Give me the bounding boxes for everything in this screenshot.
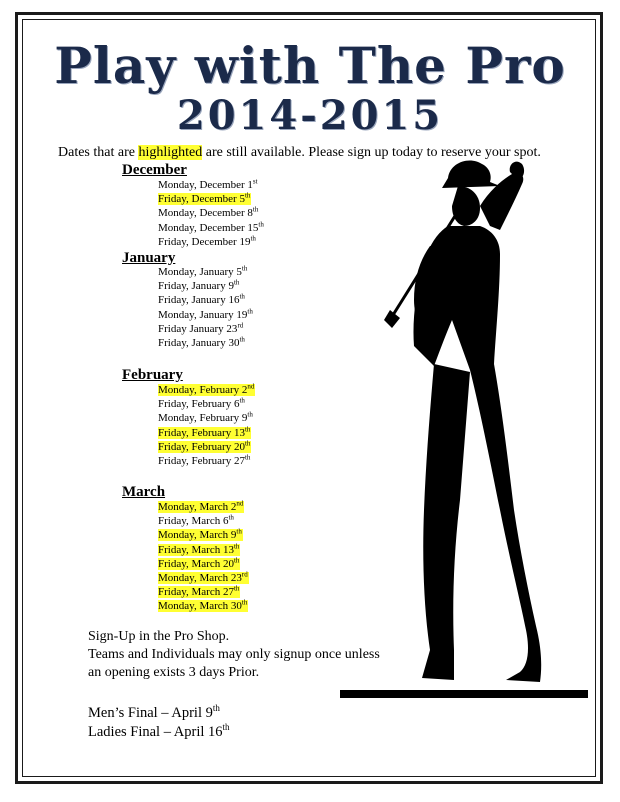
intro-before: Dates that are bbox=[58, 145, 139, 160]
date-ordinal: th bbox=[233, 556, 240, 565]
booked-date bbox=[158, 397, 255, 411]
date-ordinal: th bbox=[233, 584, 240, 593]
booked-date bbox=[158, 293, 254, 307]
date-label: Friday, March 6th bbox=[158, 513, 234, 528]
booked-date bbox=[158, 514, 249, 528]
signup-note-line: Teams and Individuals may only signup once unless bbox=[88, 647, 380, 662]
date-ordinal: rd bbox=[241, 570, 248, 579]
date-label: Monday, February 9th bbox=[158, 410, 253, 425]
date-label: Friday, January 30th bbox=[158, 335, 245, 349]
available-date bbox=[158, 571, 249, 585]
golfer-silhouette-icon bbox=[330, 150, 590, 705]
booked-date bbox=[158, 336, 254, 350]
date-label: Friday, February 6th bbox=[158, 396, 245, 411]
date-ordinal: th bbox=[228, 513, 234, 522]
leg-left-shape bbox=[422, 364, 470, 680]
booked-date bbox=[158, 454, 255, 468]
date-ordinal: th bbox=[258, 219, 264, 228]
ground-line bbox=[340, 690, 588, 698]
month-heading-february: February bbox=[122, 367, 183, 383]
date-ordinal: th bbox=[241, 598, 248, 607]
date-list-january bbox=[158, 265, 254, 350]
available-date bbox=[158, 557, 249, 571]
date-label: Friday, March 27th bbox=[158, 584, 240, 599]
date-label: Monday, December 1st bbox=[158, 177, 258, 191]
date-ordinal: th bbox=[239, 292, 245, 301]
head-shape bbox=[452, 186, 480, 226]
date-label: Monday, March 23rd bbox=[158, 570, 248, 584]
date-label: Friday, December 19th bbox=[158, 234, 256, 248]
date-label: Friday, February 27th bbox=[158, 453, 251, 467]
hat-shape bbox=[442, 160, 500, 188]
date-label: Monday, January 19th bbox=[158, 306, 253, 321]
booked-date bbox=[158, 308, 254, 322]
golf-club-head bbox=[384, 310, 400, 328]
available-date bbox=[158, 440, 255, 454]
date-ordinal: th bbox=[239, 396, 245, 405]
date-ordinal: th bbox=[244, 424, 251, 433]
available-date bbox=[158, 599, 249, 613]
date-list-december bbox=[158, 178, 265, 249]
available-date bbox=[158, 528, 249, 542]
booked-date bbox=[158, 221, 265, 235]
month-heading-january: January bbox=[122, 250, 176, 266]
available-date bbox=[158, 585, 249, 599]
date-label: Monday, March 30th bbox=[158, 598, 248, 613]
date-ordinal: th bbox=[244, 439, 251, 448]
season-title: 2014-2015 bbox=[176, 92, 444, 139]
available-date bbox=[158, 192, 265, 206]
finals-section bbox=[88, 704, 230, 742]
ladies-final: Ladies Final – April 16th bbox=[88, 722, 230, 740]
date-label: Friday, February 13th bbox=[158, 424, 251, 439]
signup-note-line: Sign-Up in the Pro Shop. bbox=[88, 629, 230, 644]
date-ordinal: nd bbox=[236, 499, 244, 508]
date-label: Friday, March 13th bbox=[158, 541, 240, 556]
date-ordinal: th bbox=[247, 410, 253, 419]
date-list-february bbox=[158, 383, 255, 468]
date-label: Monday, February 2nd bbox=[158, 382, 255, 396]
date-label: Friday, January 16th bbox=[158, 292, 245, 307]
date-ordinal: th bbox=[239, 335, 245, 344]
date-ordinal: st bbox=[252, 177, 258, 186]
date-ordinal: th bbox=[233, 278, 240, 287]
month-heading-march: March bbox=[122, 484, 166, 500]
date-label: Monday, March 9th bbox=[158, 527, 242, 542]
mens-final: Men’s Final – April 9th bbox=[88, 703, 220, 721]
booked-date bbox=[158, 279, 254, 293]
date-label: Monday, March 2nd bbox=[158, 499, 244, 513]
available-date bbox=[158, 383, 255, 397]
date-label: Friday, January 9th bbox=[158, 278, 240, 293]
booked-date bbox=[158, 411, 255, 425]
date-label: Friday, March 20th bbox=[158, 556, 240, 570]
intro-after: are still available. Please sign up today to reserve your spot. bbox=[202, 145, 541, 160]
booked-date bbox=[158, 235, 265, 249]
date-ordinal: th bbox=[244, 453, 251, 462]
date-label: Friday January 23rd bbox=[158, 321, 244, 335]
date-list-march bbox=[158, 500, 249, 614]
date-ordinal: th bbox=[233, 541, 240, 550]
leg-right-shape bbox=[470, 364, 541, 682]
flyer-title: Play with The Pro bbox=[54, 36, 566, 95]
intro-highlight: highlighted bbox=[138, 145, 203, 160]
date-label: Monday, December 15th bbox=[158, 219, 264, 234]
month-heading-december: December bbox=[122, 162, 187, 178]
booked-date bbox=[158, 322, 254, 336]
date-ordinal: rd bbox=[237, 321, 244, 330]
booked-date bbox=[158, 178, 265, 192]
date-ordinal: nd bbox=[247, 382, 255, 391]
available-date bbox=[158, 500, 249, 514]
available-date bbox=[158, 543, 249, 557]
date-ordinal: th bbox=[252, 205, 259, 214]
booked-date bbox=[158, 265, 254, 279]
date-ordinal: th bbox=[244, 191, 251, 200]
booked-date bbox=[158, 206, 265, 220]
signup-note-line: an opening exists 3 days Prior. bbox=[88, 665, 260, 680]
date-ordinal: th bbox=[241, 264, 248, 273]
available-date bbox=[158, 426, 255, 440]
date-ordinal: th bbox=[250, 234, 256, 243]
date-ordinal: th bbox=[236, 527, 242, 536]
date-label: Monday, December 8th bbox=[158, 205, 259, 220]
date-label: Friday, February 20th bbox=[158, 439, 251, 453]
date-label: Monday, January 5th bbox=[158, 264, 248, 278]
date-ordinal: th bbox=[247, 306, 253, 315]
date-label: Friday, December 5th bbox=[158, 191, 251, 206]
